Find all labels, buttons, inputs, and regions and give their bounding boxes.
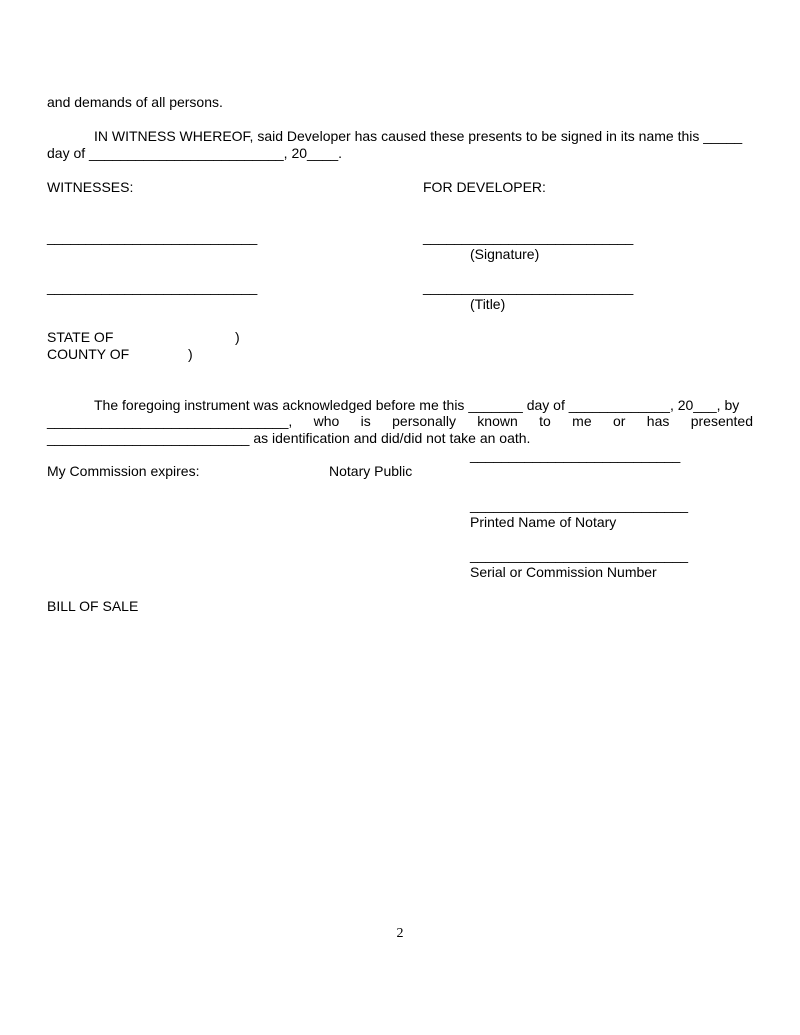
serial-number-line: ____________________________ <box>470 547 689 563</box>
signature-caption: (Signature) <box>470 246 540 262</box>
county-paren: ) <box>188 346 193 362</box>
notary-public-label: Notary Public <box>329 463 413 479</box>
acknowledgment-line-1: The foregoing instrument was acknowledged before me this _______ day of _____________, 20___, by <box>94 397 740 413</box>
page-number: 2 <box>396 926 404 941</box>
printed-name-caption: Printed Name of Notary <box>470 514 617 530</box>
notary-signature-line: ___________________________ <box>470 447 681 463</box>
acknowledgment-line-2: _______________________________, who is personally known to me or has presented <box>47 413 753 429</box>
title-caption: (Title) <box>470 296 506 312</box>
intro-text: and demands of all persons. <box>47 94 223 110</box>
acknowledgment-line-3: __________________________ as identification and did/did not take an oath. <box>47 430 531 446</box>
commission-expires-label: My Commission expires: <box>47 463 200 479</box>
developer-title-line: ___________________________ <box>423 279 634 295</box>
bill-of-sale-heading: BILL OF SALE <box>47 598 139 614</box>
state-paren: ) <box>235 329 240 345</box>
printed-name-line: ____________________________ <box>470 497 689 513</box>
witnesses-label: WITNESSES: <box>47 179 134 195</box>
county-of-label: COUNTY OF <box>47 346 130 362</box>
witness-signature-line-2: ___________________________ <box>47 279 258 295</box>
witness-paragraph-line-2: day of _________________________, 20____. <box>47 145 343 161</box>
state-of-label: STATE OF <box>47 329 114 345</box>
serial-number-caption: Serial or Commission Number <box>470 564 657 580</box>
witness-signature-line-1: ___________________________ <box>47 229 258 245</box>
witness-paragraph-line-1: IN WITNESS WHEREOF, said Developer has caused these presents to be signed in its name this _____ <box>94 128 743 144</box>
for-developer-label: FOR DEVELOPER: <box>423 179 546 195</box>
developer-signature-line: ___________________________ <box>423 229 634 245</box>
